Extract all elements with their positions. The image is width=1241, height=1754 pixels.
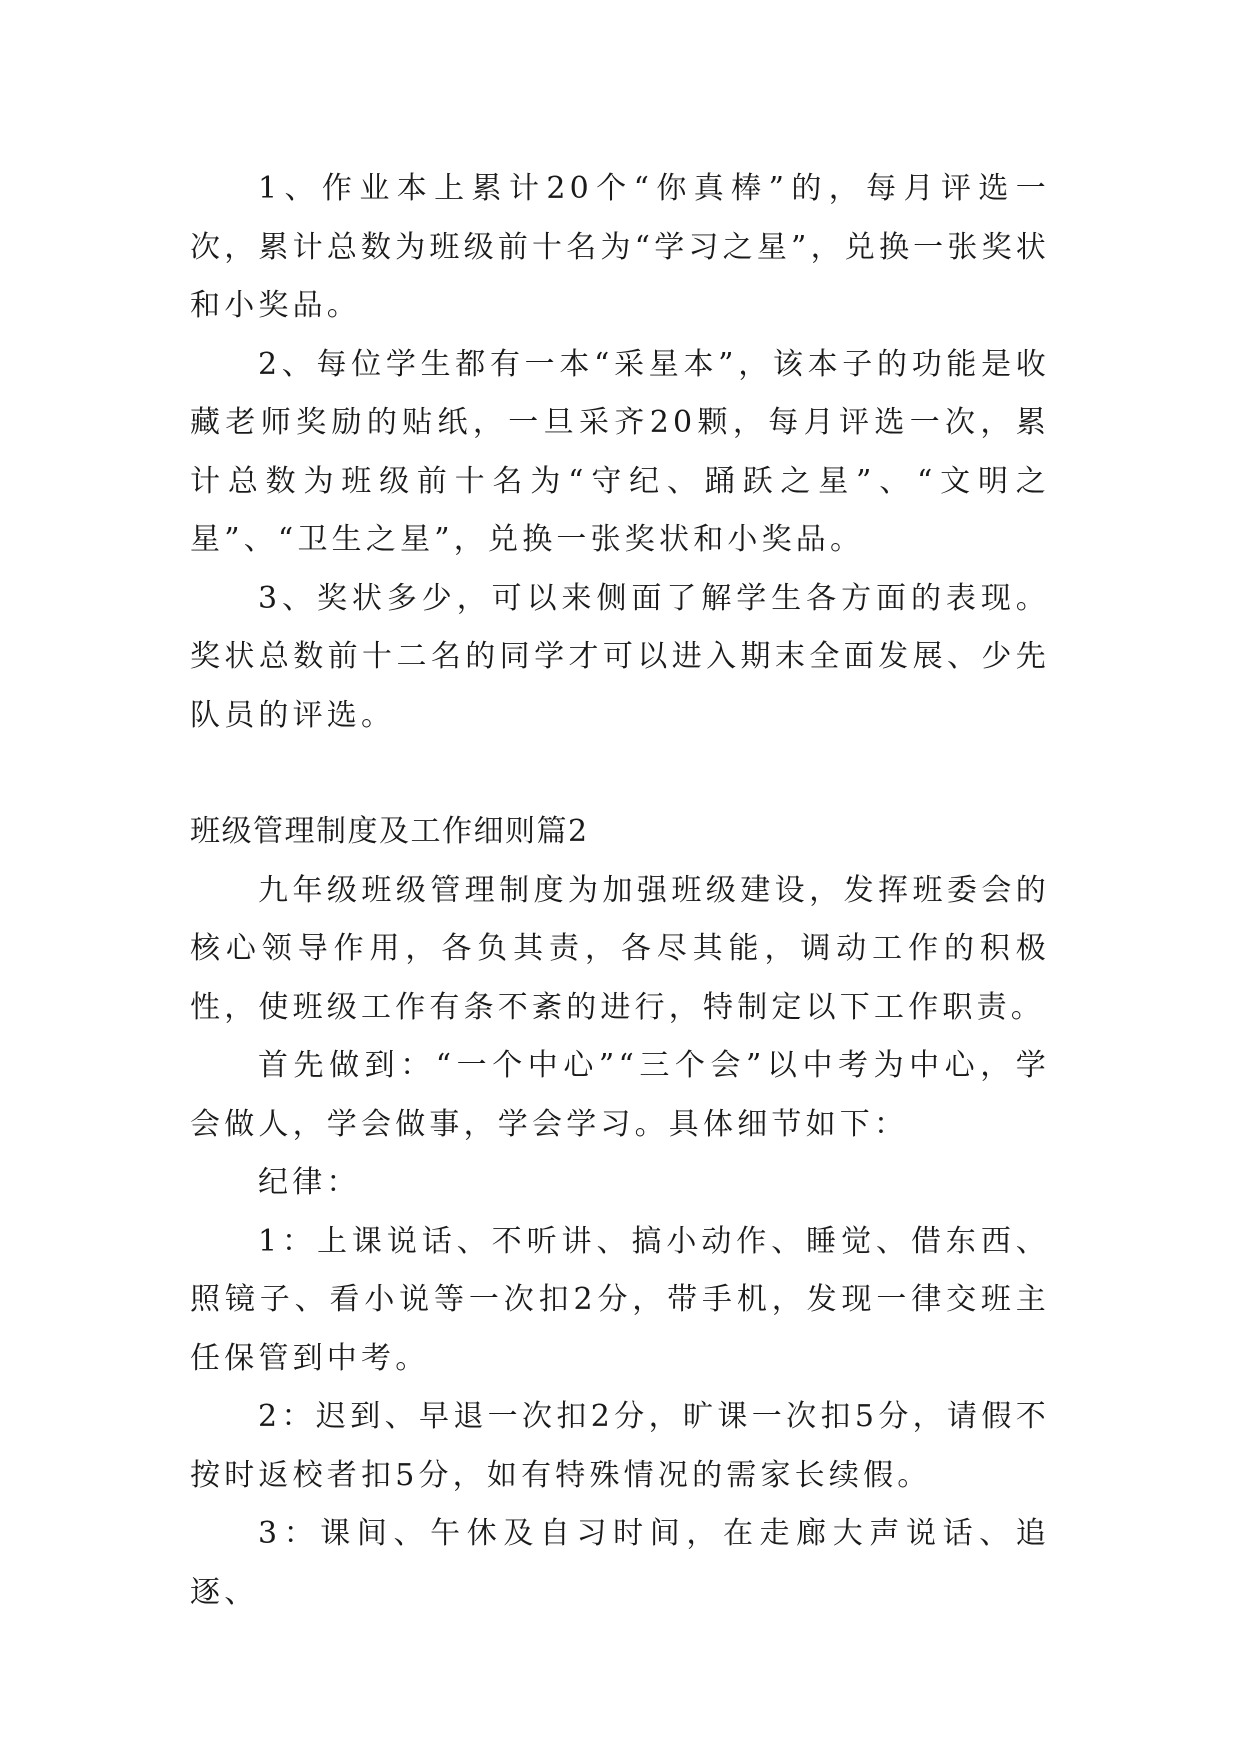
- paragraph-rule-1: 1：上课说话、不听讲、搞小动作、睡觉、借东西、照镜子、看小说等一次扣2分，带手机，发现一律交班主任保管到中考。: [190, 1223, 1050, 1376]
- paragraph-principles: 首先做到：“一个中心”“三个会”以中考为中心，学会做人，学会做事，学会学习。具体细节如下：: [190, 1048, 1050, 1142]
- paragraph-rule-3: 3：课间、午休及自习时间，在走廊大声说话、追逐、: [190, 1516, 1050, 1610]
- paragraph-discipline-title: 纪律：: [258, 1165, 361, 1200]
- paragraph-intro: 九年级班级管理制度为加强班级建设，发挥班委会的核心领导作用，各负其责，各尽其能，调动工作的积极性，使班级工作有条不紊的进行，特制定以下工作职责。: [190, 872, 1050, 1025]
- paragraph-reward-3: 3、奖状多少，可以来侧面了解学生各方面的表现。奖状总数前十二名的同学才可以进入期末全面发展、少先队员的评选。: [190, 580, 1050, 733]
- section-heading: 班级管理制度及工作细则篇2: [190, 814, 589, 849]
- document-body: [190, 160, 1050, 1622]
- paragraph-reward-2: 2、每位学生都有一本“采星本”，该本子的功能是收藏老师奖励的贴纸，一旦采齐20颗，每月评选一次，累计总数为班级前十名为“守纪、踊跃之星”、“文明之星”、“卫生之星”，兑换一张奖状和小奖品。: [190, 346, 1050, 557]
- section-gap: [190, 745, 1050, 803]
- paragraph-rule-2: 2：迟到、早退一次扣2分，旷课一次扣5分，请假不按时返校者扣5分，如有特殊情况的需家长续假。: [190, 1399, 1050, 1493]
- paragraph-reward-1: 1、作业本上累计20个“你真棒”的，每月评选一次，累计总数为班级前十名为“学习之星”，兑换一张奖状和小奖品。: [190, 171, 1050, 323]
